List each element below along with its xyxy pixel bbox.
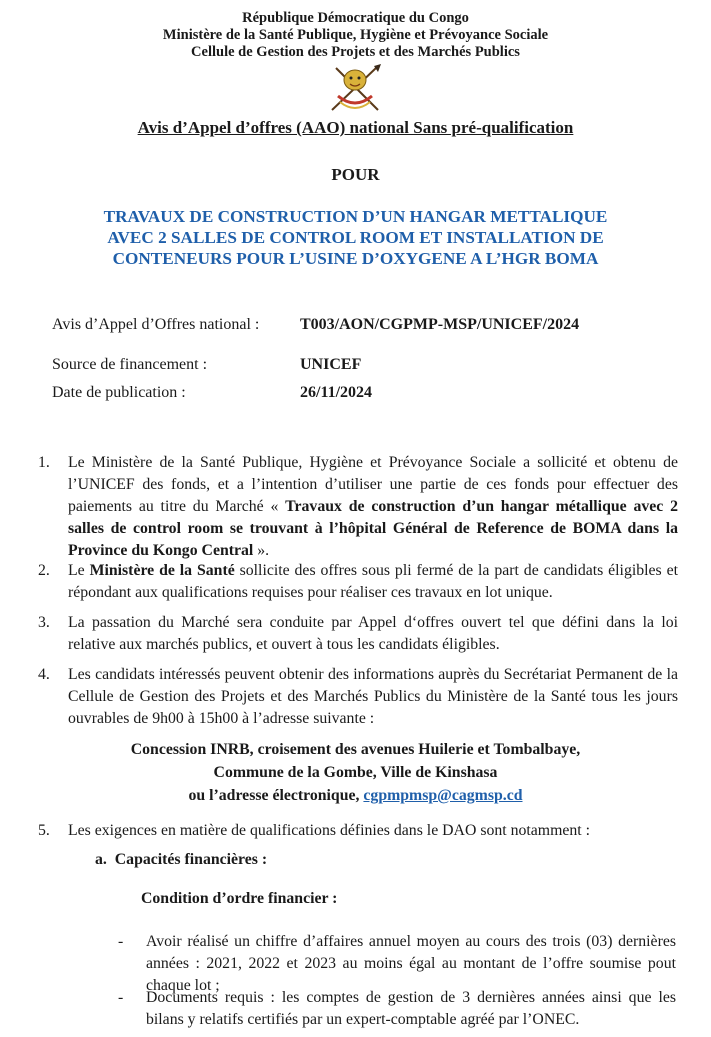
bullet-dash: - (118, 989, 124, 1006)
header-country: République Démocratique du Congo (242, 10, 469, 26)
item-text: Le Ministère de la Santé sollicite des offres sous pli fermé de la part de candidats éligibles et répondant aux qualifications requises pour réaliser ces travaux en lot unique. (68, 562, 678, 601)
project-title-line: TRAVAUX DE CONSTRUCTION D’UN HANGAR METTALIQUE (103, 207, 608, 226)
list-item (38, 612, 678, 656)
email-link[interactable]: cgpmpmsp@cagmsp.cd (363, 787, 523, 804)
info-value: 26/11/2024 (300, 384, 373, 401)
pour-heading: POUR (331, 165, 380, 184)
info-label: Avis d’Appel d’Offres national : (52, 316, 260, 333)
drc-coat-of-arms-icon (326, 64, 384, 116)
bullet-text: Avoir réalisé un chiffre d’affaires annuel moyen au cours des trois (03) dernières années : 2021, 2022 et 2023 au moins égal au montant de l’offre soumise pout chaque lot ; (146, 933, 676, 994)
address-line: ou l’adresse électronique, cgpmpmsp@cagmsp.cd (188, 787, 523, 804)
info-label: Date de publication : (52, 384, 186, 401)
address-line: Concession INRB, croisement des avenues Huilerie et Tombalbaye, (130, 741, 581, 758)
letterhead (0, 10, 711, 61)
bullet-text: Documents requis : les comptes de gestion de 3 dernières années ainsi que les bilans y relatifs certifiés par un expert-comptable agréé par l’ONEC. (146, 989, 676, 1028)
sub-heading-financial: a. Capacités financières : (95, 851, 268, 868)
condition-heading: Condition d’ordre financier : (141, 890, 338, 907)
bullet-item (118, 987, 676, 1031)
list-item (38, 664, 678, 730)
notice-title: Avis d’Appel d’offres (AAO) national Sans pré-qualification (137, 118, 574, 137)
item-text: Le Ministère de la Santé Publique, Hygiène et Prévoyance Sociale a sollicité et obtenu de l’UNICEF des fonds, et a l’intention d’utiliser une partie de ces fonds pour effectuer des paiements au titre du Marché « Travaux de construction d’un hangar métallique avec 2 salles de control room se trouvant à l’hôpital Général de Reference de BOMA dans la Province du Kongo Central ». (68, 454, 678, 559)
info-label: Source de financement : (52, 356, 208, 373)
address-line: Commune de la Gombe, Ville de Kinshasa (213, 764, 498, 781)
header-ministry: Ministère de la Santé Publique, Hygiène et Prévoyance Sociale (162, 27, 549, 43)
item-number: 1. (38, 454, 50, 471)
info-value: T003/AON/CGPMP-MSP/UNICEF/2024 (300, 316, 580, 333)
project-title-line: AVEC 2 SALLES DE CONTROL ROOM ET INSTALLATION DE (107, 228, 604, 247)
item-number: 5. (38, 822, 50, 839)
list-item (38, 452, 678, 562)
item-text: Les candidats intéressés peuvent obtenir des informations auprès du Secrétariat Permanent de la Cellule de Gestion des Projets et des Marchés Publics du Ministère de la Santé tous les jours ouvrables de 9h00 à 15h00 à l’adresse suivante : (68, 666, 678, 727)
item-number: 2. (38, 562, 50, 579)
bullet-dash: - (118, 933, 124, 950)
contact-address (0, 738, 711, 807)
item-number: 4. (38, 666, 50, 683)
item-text: La passation du Marché sera conduite par Appel d‘offres ouvert tel que défini dans la loi relative aux marchés publics, et ouvert à tous les candidats éligibles. (68, 614, 678, 653)
item-number: 3. (38, 614, 50, 631)
item-text: Les exigences en matière de qualifications définies dans le DAO sont notamment : (68, 822, 591, 839)
list-item (38, 820, 678, 842)
header-unit: Cellule de Gestion des Projets et des Marchés Publics (191, 44, 520, 60)
list-item (38, 560, 678, 604)
project-title-line: CONTENEURS POUR L’USINE D’OXYGENE A L’HGR BOMA (112, 249, 599, 268)
project-title (0, 206, 711, 269)
info-value: UNICEF (300, 356, 362, 373)
